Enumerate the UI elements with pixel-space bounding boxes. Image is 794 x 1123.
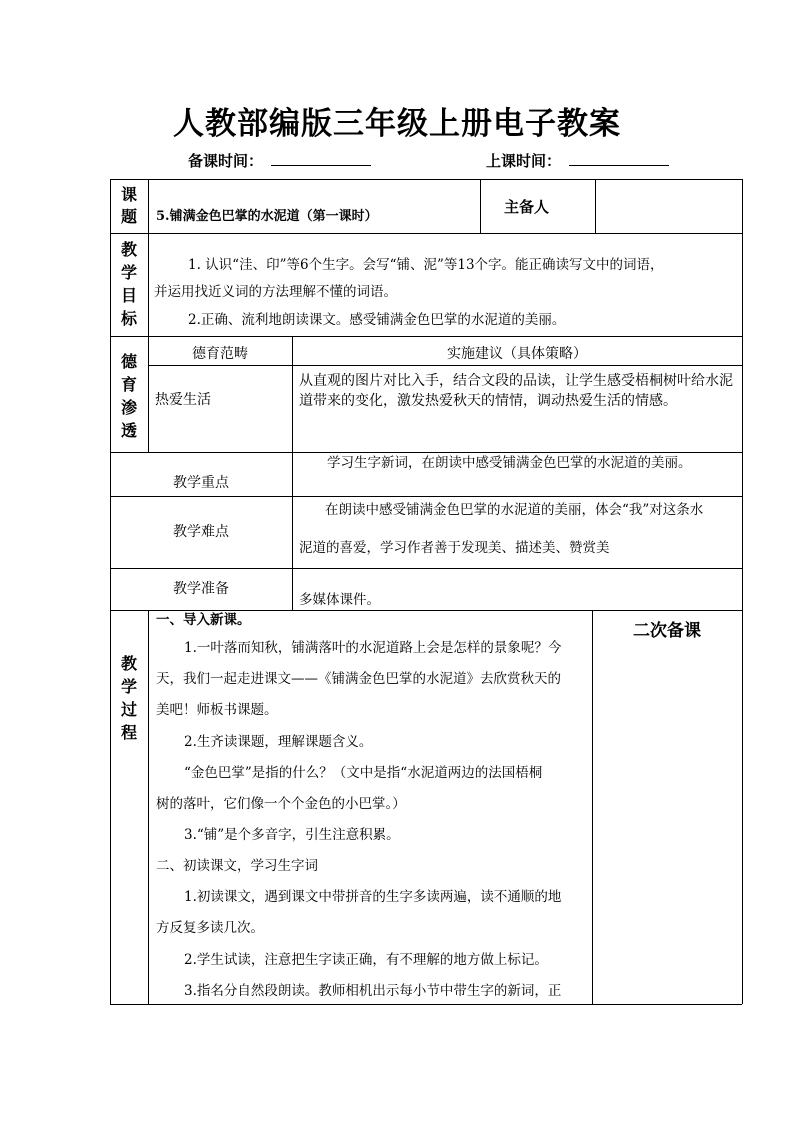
second-prep-label: 二次备课 — [633, 621, 701, 641]
process-line-9: 二、初读课文，学习生字词 — [156, 858, 318, 874]
objectives-label: 教学目标 — [120, 240, 137, 328]
process-line-3: 天，我们一起走进课文——《铺满金色巴掌的水泥道》去欣赏秋天的 — [156, 671, 561, 687]
preparation-value: 多媒体课件。 — [299, 592, 380, 608]
class-time-blank[interactable] — [569, 153, 669, 166]
prep-time-field — [188, 150, 371, 171]
preparation-label: 教学准备 — [173, 581, 229, 597]
topic-value: 5.铺满金色巴掌的水泥道（第一课时） — [156, 209, 378, 224]
difficulties-line-2: 泥道的喜爱，学习作者善于发现美、描述美、赞赏美 — [299, 540, 610, 556]
process-line-6: “金色巴掌”是指的什么？（文中是指“水泥道两边的法国梧桐 — [184, 765, 543, 781]
process-line-8: 3.“铺”是个多音字，引生注意积累。 — [184, 827, 400, 843]
class-time-label: 上课时间： — [486, 152, 562, 170]
objective-line-3: 2.正确、流利地朗读课文。感受铺满金色巴掌的水泥道的美丽。 — [188, 312, 566, 328]
prep-time-label: 备课时间： — [188, 152, 264, 170]
moral-suggestion-header: 实施建议（具体策略） — [447, 346, 587, 362]
key-points-label: 教学重点 — [173, 475, 229, 491]
process-line-4: 美吧！师板书课题。 — [156, 702, 278, 718]
class-time-field — [486, 150, 669, 171]
process-label: 教学过程 — [120, 654, 137, 742]
lead-label: 主备人 — [504, 198, 550, 216]
key-points-value: 学习生字新词，在朗读中感受铺满金色巴掌的水泥道的美丽。 — [327, 455, 692, 471]
prep-time-blank[interactable] — [271, 153, 371, 166]
objective-line-2: 并运用找近义词的方法理解不懂的词语。 — [154, 284, 397, 300]
difficulties-line-1: 在朗读中感受铺满金色巴掌的水泥道的美丽，体会“我”对这条水 — [325, 502, 704, 518]
process-line-12: 2.学生试读，注意把生字读正确，有不理解的地方做上标记。 — [184, 952, 548, 968]
process-line-2: 1.一叶落而知秋，铺满落叶的水泥道路上会是怎样的景象呢？今 — [184, 640, 562, 656]
document-title: 人教部编版三年级上册电子教案 — [173, 106, 621, 142]
moral-scope-header: 德育范畴 — [192, 346, 248, 362]
moral-suggestion: 从直观的图片对比入手，结合文段的品读，让学生感受梧桐树叶给水泥道带来的变化，激发热爱秋天的情情，调动热爱生活的情感。 — [299, 373, 733, 409]
difficulties-label: 教学难点 — [173, 524, 229, 540]
process-line-5: 2.生齐读课题，理解课题含义。 — [184, 734, 373, 750]
process-line-7: 树的落叶，它们像一个个金色的小巴掌。） — [156, 796, 406, 812]
process-line-11: 方反复多读几次。 — [156, 920, 264, 936]
moral-scope: 热爱生活 — [155, 392, 211, 408]
objective-line-1: 1. 认识“洼、印”等6个生字。会写“铺、泥”等13个字。能正确读写文中的词语， — [188, 257, 664, 273]
topic-label: 课题 — [120, 185, 137, 226]
process-line-10: 1.初读课文，遇到课文中带拼音的生字多读两遍，读不通顺的地 — [184, 889, 562, 905]
process-line-1: 一、导入新课。 — [156, 612, 251, 628]
moral-label: 德育渗透 — [120, 352, 137, 440]
process-line-13: 3.指名分自然段朗读。教师相机出示每小节中带生字的新词，正 — [184, 983, 562, 999]
